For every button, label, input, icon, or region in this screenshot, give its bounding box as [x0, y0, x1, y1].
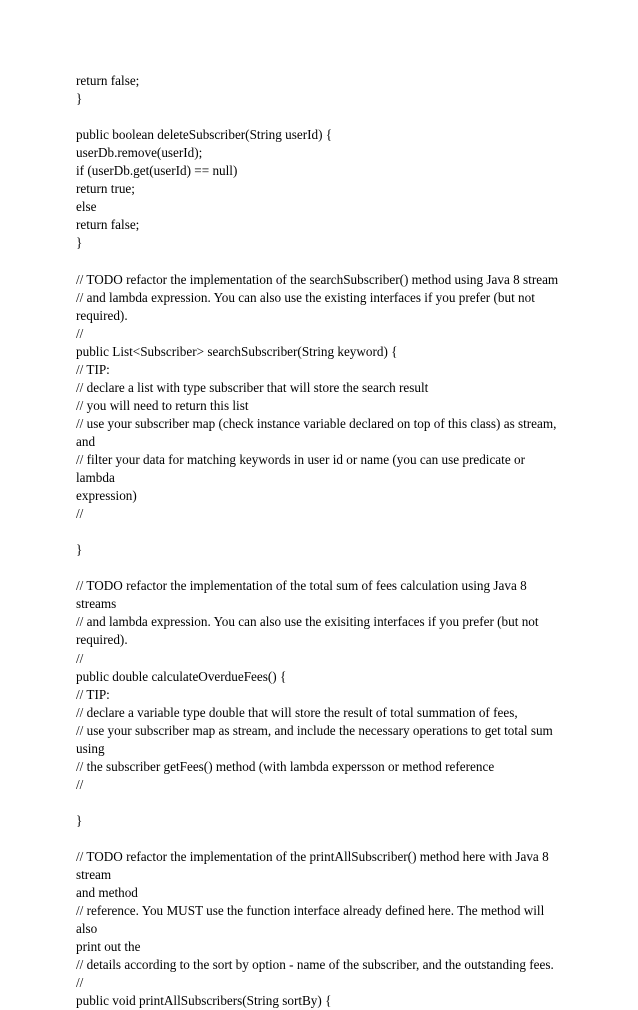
comment-line: // reference. You MUST use the function interface already defined here. The method will also — [76, 903, 548, 937]
text-line: } — [76, 235, 83, 251]
text-line: return false; — [76, 73, 140, 88]
document-page — [76, 72, 566, 1010]
text-line: public void printAllSubscribers(String sortBy) { — [76, 993, 332, 1009]
text-line: and method — [76, 885, 138, 901]
comment-line: // TIP: — [76, 686, 110, 702]
text-line: required). — [76, 632, 128, 648]
comment-line: // use your subscriber map (check instance variable declared on top of this class) as stream, and — [76, 415, 560, 449]
text-line: } — [76, 91, 83, 107]
comment-line: // — [76, 506, 84, 522]
blank-line — [76, 252, 566, 270]
text-line: userDb.remove(userId); — [76, 145, 203, 161]
comment-line: // details according to the sort by option - name of the subscriber, and the outstanding fees. — [76, 957, 554, 973]
comment-line: // and lambda expression. You can also use the exisiting interfaces if you prefer (but not — [76, 614, 539, 630]
comment-line: // use your subscriber map as stream, and include the necessary operations to get total sum using — [76, 722, 557, 756]
text-line: return true; — [76, 181, 135, 197]
comment-line: // — [76, 650, 84, 666]
text-line: public List<Subscriber> searchSubscriber(String keyword) { — [76, 343, 398, 359]
blank-line — [76, 794, 566, 812]
comment-line: // — [76, 975, 84, 991]
blank-line — [76, 559, 566, 577]
text-line: if (userDb.get(userId) == null) — [76, 163, 238, 179]
text-line: return false; — [76, 217, 140, 233]
comment-line: // you will need to return this list — [76, 397, 249, 413]
comment-line: // TODO refactor the implementation of the printAllSubscriber() method here with Java 8 stream — [76, 849, 552, 883]
text-line: else — [76, 199, 97, 215]
comment-line: // declare a variable type double that will store the result of total summation of fees, — [76, 704, 518, 720]
comment-line: // filter your data for matching keywords in user id or name (you can use predicate or lambda — [76, 451, 529, 486]
comment-line: // and lambda expression. You can also use the existing interfaces if you prefer (but not — [76, 289, 535, 305]
comment-line: // TODO refactor the implementation of the total sum of fees calculation using Java 8 streams — [76, 578, 530, 612]
blank-line — [76, 830, 566, 848]
text-line: } — [76, 542, 83, 558]
text-line: public double calculateOverdueFees() { — [76, 668, 287, 684]
blank-line — [76, 108, 566, 126]
text-line: expression) — [76, 488, 137, 504]
comment-line: // — [76, 325, 84, 341]
blank-line — [76, 523, 566, 541]
comment-line: // declare a list with type subscriber that will store the search result — [76, 379, 429, 395]
text-line: required). — [76, 307, 128, 323]
comment-line: // the subscriber getFees() method (with lambda expersson or method reference — [76, 758, 495, 774]
comment-line: // TIP: — [76, 361, 110, 377]
text-line: print out the — [76, 939, 141, 955]
comment-line: // — [76, 776, 84, 792]
text-line: public boolean deleteSubscriber(String userId) { — [76, 127, 333, 143]
text-line: } — [76, 812, 83, 828]
comment-line: // TODO refactor the implementation of the searchSubscriber() method using Java 8 stream — [76, 271, 559, 287]
